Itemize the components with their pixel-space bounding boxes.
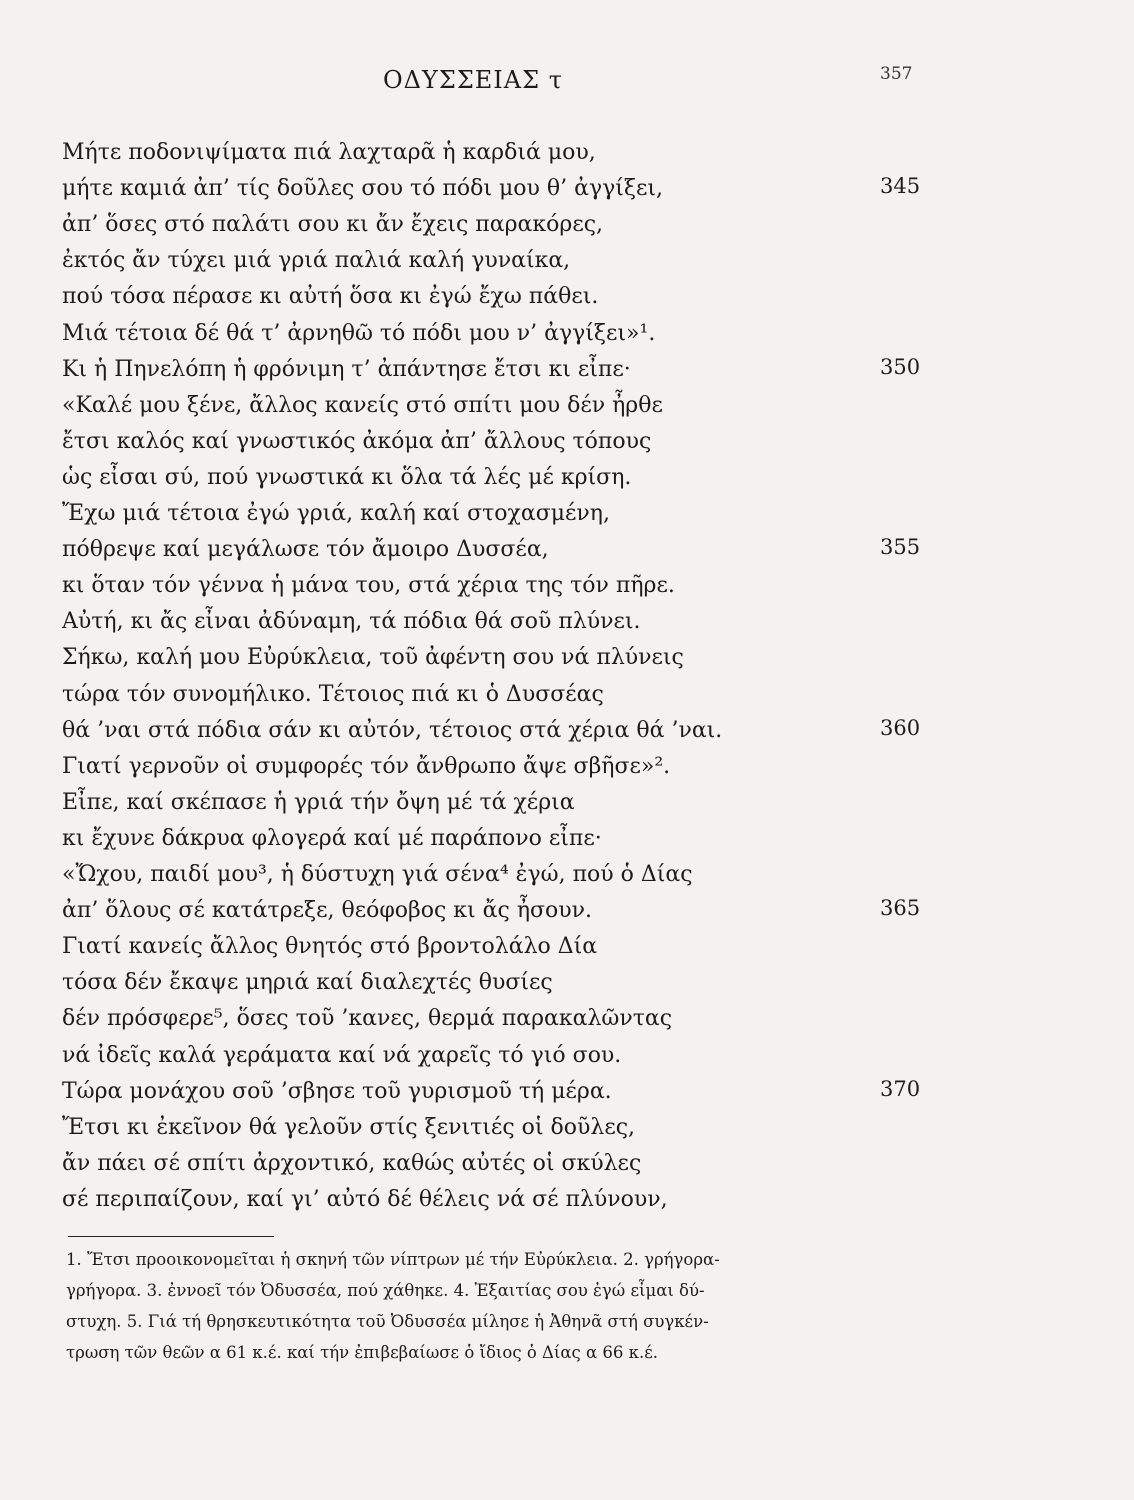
poem-line: Ἔχω μιά τέτοια ἐγώ γριά, καλή καί στοχασμένη, (62, 501, 610, 526)
line-number: 345 (880, 174, 921, 198)
poem-line: δέν πρόσφερε⁵, ὅσες τοῦ ’κανες, θερμά παρακαλῶντας (62, 1006, 673, 1031)
line-number: 350 (880, 355, 921, 379)
poem-line: Εἶπε, καί σκέπασε ἡ γριά τήν ὄψη μέ τά χέρια (62, 790, 575, 815)
footnotes (66, 1244, 942, 1368)
line-number: 360 (880, 716, 921, 740)
poem-line: ἄν πάει σέ σπίτι ἀρχοντικό, καθώς αὐτές οἱ σκύλες (62, 1151, 642, 1176)
poem-line: σέ περιπαίζουν, καί γι’ αὐτό δέ θέλεις νά σέ πλύνουν, (62, 1187, 668, 1212)
poem-line: θά ’ναι στά πόδια σάν κι αὐτόν, τέτοιος στά χέρια θά ’ναι. (62, 718, 723, 743)
poem-line: «Ὤχου, παιδί μου³, ἡ δύστυχη γιά σένα⁴ ἐγώ, πού ὁ Δίας (62, 862, 693, 887)
poem-line: πού τόσα πέρασε κι αὐτή ὅσα κι ἐγώ ἔχω πάθει. (62, 284, 599, 309)
page-number: 357 (880, 64, 913, 84)
footnote-line: γρήγορα. 3. ἐννοεῖ τόν Ὀδυσσέα, πού χάθηκε. 4. Ἐξαιτίας σου ἐγώ εἶμαι δύ- (66, 1281, 705, 1300)
poem-line: Κι ἡ Πηνελόπη ἡ φρόνιμη τ’ ἀπάντησε ἔτσι κι εἶπε· (62, 357, 631, 382)
poem-line: ὡς εἶσαι σύ, πού γνωστικά κι ὅλα τά λές μέ κρίση. (62, 465, 632, 490)
poem-line: μήτε καμιά ἀπ’ τίς δοῦλες σου τό πόδι μου θ’ ἀγγίξει, (62, 176, 664, 201)
poem-line: Γιατί κανείς ἄλλος θνητός στό βροντολάλο Δία (62, 934, 598, 959)
footnote-line: στυχη. 5. Γιά τή θρησκευτικότητα τοῦ Ὀδυσσέα μίλησε ἡ Ἀθηνᾶ στή συγκέν- (66, 1312, 709, 1331)
footnote-line: τρωση τῶν θεῶν α 61 κ.έ. καί τήν ἐπιβεβαίωσε ὁ ἴδιος ὁ Δίας α 66 κ.έ. (66, 1343, 658, 1362)
poem-line: Μιά τέτοια δέ θά τ’ ἀρνηθῶ τό πόδι μου ν’ ἀγγίξει»¹. (62, 321, 656, 346)
line-number: 365 (880, 896, 921, 920)
poem-line: ἔτσι καλός καί γνωστικός ἀκόμα ἀπ’ ἄλλους τόπους (62, 429, 652, 454)
poem-line: τόσα δέν ἔκαψε μηριά καί διαλεχτές θυσίες (62, 970, 553, 995)
poem-line: Αὐτή, κι ἄς εἶναι ἀδύναμη, τά πόδια θά σοῦ πλύνει. (62, 609, 641, 634)
poem-line: Σήκω, καλή μου Εὐρύκλεια, τοῦ ἀφέντη σου νά πλύνεις (62, 645, 684, 670)
poem-line: «Καλέ μου ξένε, ἄλλος κανείς στό σπίτι μου δέν ἦρθε (62, 393, 663, 418)
poem-line: κι ὅταν τόν γέννα ἡ μάνα του, στά χέρια της τόν πῆρε. (62, 573, 675, 598)
poem-line: Ἔτσι κι ἐκεῖνον θά γελοῦν στίς ξενιτιές οἱ δοῦλες, (62, 1115, 636, 1140)
poem-line: νά ἰδεῖς καλά γεράματα καί νά χαρεῖς τό γιό σου. (62, 1043, 622, 1068)
poem-line: τώρα τόν συνομήλικο. Τέτοιος πιά κι ὁ Δυσσέας (62, 682, 604, 707)
poem-line: ἀπ’ ὅλους σέ κατάτρεξε, θεόφοβος κι ἄς ἦσουν. (62, 898, 593, 923)
page-title: ΟΔΥΣΣΕΙΑΣ τ (383, 66, 563, 94)
footnote-line: 1. Ἔτσι προοικονομεῖται ἡ σκηνή τῶν νίπτρων μέ τήν Εὐρύκλεια. 2. γρήγορα- (66, 1250, 720, 1269)
poem-line: Μήτε ποδονιψίματα πιά λαχταρᾶ ἡ καρδιά μου, (62, 140, 596, 165)
poem-line: ἀπ’ ὅσες στό παλάτι σου κι ἄν ἔχεις παρακόρες, (62, 212, 604, 237)
line-number: 355 (880, 535, 921, 559)
footnote-divider (68, 1236, 274, 1237)
poem-line: Τώρα μονάχου σοῦ ’σβησε τοῦ γυρισμοῦ τή μέρα. (62, 1079, 612, 1104)
line-number: 370 (880, 1077, 921, 1101)
poem-line: ἐκτός ἄν τύχει μιά γριά παλιά καλή γυναίκα, (62, 248, 571, 273)
poem-line: πόθρεψε καί μεγάλωσε τόν ἄμοιρο Δυσσέα, (62, 537, 549, 562)
poem-line: Γιατί γερνοῦν οἱ συμφορές τόν ἄνθρωπο ἄψε σβῆσε»². (62, 754, 671, 779)
poem-line: κι ἔχυνε δάκρυα φλογερά καί μέ παράπονο εἶπε· (62, 826, 602, 851)
